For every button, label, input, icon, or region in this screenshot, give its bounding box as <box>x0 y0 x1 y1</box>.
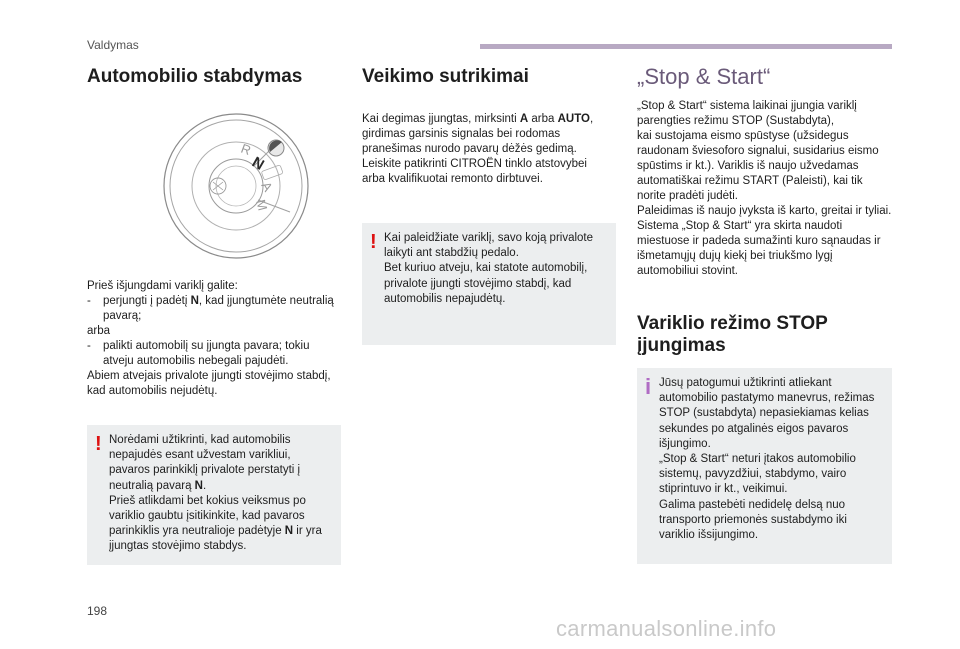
info-text: Galima pastebėti nedidelę delsą nuo transporto priemonės sustabdymo iki variklio išsijungimo. <box>659 498 847 542</box>
column-malfunctions <box>362 66 616 88</box>
gear-selector-dial-illustration <box>162 112 310 260</box>
dial-label-r: R <box>238 140 253 159</box>
item1-text: perjungti į padėtį <box>103 295 191 307</box>
malfunction-advice: Leiskite patikrinti CITROËN tinklo atstovybei arba kvalifikuotai remonto dirbtuvei. <box>362 158 587 185</box>
warning-icon: ! <box>95 433 102 455</box>
info-text: „Stop & Start“ neturi įtakos automobilio sistemų, pavyzdžiui, stabdymo, vairo stiprintuvo ir kt., veikimui. <box>659 453 856 496</box>
stop-start-body <box>637 99 892 279</box>
warning-box-brake <box>362 223 616 345</box>
column-stop-start <box>637 66 892 88</box>
malfunctions-body <box>362 112 612 187</box>
or-text: arba <box>87 325 111 337</box>
heading-vehicle-stopping: Automobilio stabdymas <box>87 66 303 87</box>
malfunction-text: arba <box>528 113 558 125</box>
malfunction-bold: A <box>519 113 529 125</box>
stop-start-text: Sistema „Stop & Start“ yra skirta naudoti miestuose ir padeda sumažinti kuro sąnaudas ir išmetamųjų dujų kiekį bei triukšmo lygį automobiliui stovint. <box>637 220 881 277</box>
warning-text: Bet kuriuo atveju, kai statote automobilį, privalote įjungti stovėjimo stabdį, kad automobilis nepajudėtų. <box>384 262 588 305</box>
malfunction-bold: AUTO <box>557 113 590 125</box>
warning-text: . <box>202 479 207 492</box>
item1-bold: N <box>190 295 199 307</box>
intro-text: Prieš išjungdami variklį galite: <box>87 280 238 292</box>
warning-box-neutral <box>87 425 341 565</box>
warning-icon: ! <box>370 231 377 253</box>
header-accent-bar <box>480 44 892 49</box>
item1-suffix: , kad įjungtumėte neutralią pavarą; <box>103 295 334 322</box>
column-vehicle-stopping <box>87 66 341 88</box>
page-number: 198 <box>87 604 108 618</box>
heading-stop-mode: Variklio režimo STOP įjungimas <box>637 313 828 356</box>
stop-start-text: Paleidimas iš naujo įvyksta iš karto, greitai ir tyliai. <box>637 205 892 217</box>
info-text: Jūsų patogumui užtikrinti atliekant automobilio pastatymo manevrus, režimas STOP (sustabdyta) nepasiekiamas kelias sekundes po atgalinės eigos pavaros išjungimo. <box>659 377 875 450</box>
outro-text: Abiem atvejais privalote įjungti stovėjimo stabdį, kad automobilis nejudėtų. <box>87 370 331 397</box>
warning-text: Kai paleidžiate variklį, savo koją privalote laikyti ant stabdžių pedalo. <box>384 232 594 260</box>
warning-text: Norėdami užtikrinti, kad automobilis nepajudės esant užvestam varikliui, pavaros parinkiklį privalote perstatyti į neutralią pavarą <box>109 434 301 492</box>
list-item: - perjungti į padėtį N, kad įjungtumėte neutralią pavarą; <box>87 295 334 322</box>
warning-text: ir yra įjungtas stovėjimo stabdys. <box>109 525 322 553</box>
dial-label-a: A <box>258 179 276 195</box>
info-box-stop-mode <box>637 368 892 564</box>
item2-text: palikti automobilį su įjungta pavara; tokiu atveju automobilis nebegali pajudėti. <box>103 340 310 367</box>
malfunction-text: Kai degimas įjungtas, mirksinti <box>362 113 520 125</box>
watermark: carmanualsonline.info <box>556 616 777 641</box>
warning-bold: N <box>284 525 294 538</box>
section-stop-mode <box>637 313 887 357</box>
list-item: - palikti automobilį su įjungta pavara; tokiu atveju automobilis nebegali pajudėti. <box>87 339 341 369</box>
vehicle-stopping-body <box>87 279 341 399</box>
warning-text: Prieš atlikdami bet kokius veiksmus po variklio gaubtu įsitikinkite, kad pavaros parinkiklis yra neutralioje padėtyje <box>109 494 306 538</box>
malfunction-text: , girdimas garsinis signalas bei rodomas pranešimas nurodo pavarų dėžės gedimą. <box>362 113 594 155</box>
warning-bold: N <box>194 479 203 492</box>
info-icon: i <box>645 374 652 399</box>
dial-label-n: N <box>249 153 267 174</box>
dial-label-m: M <box>253 197 271 213</box>
heading-malfunctions: Veikimo sutrikimai <box>362 66 529 87</box>
running-header: Valdymas <box>87 38 139 52</box>
heading-stop-start: „Stop & Start“ <box>637 64 771 89</box>
stop-start-text: „Stop & Start“ sistema laikinai įjungia variklį parengties režimu STOP (Sustabdyta), <box>637 100 857 127</box>
stop-start-text: kai sustojama eismo spūstyse (užsidegus raudonam šviesoforo signalui, susidarius eismo spūstims ir kt.). Variklis iš naujo užvedamas automatiškai režimu START (Paleisti), kai tik norite pradėti judėti. <box>637 130 879 202</box>
